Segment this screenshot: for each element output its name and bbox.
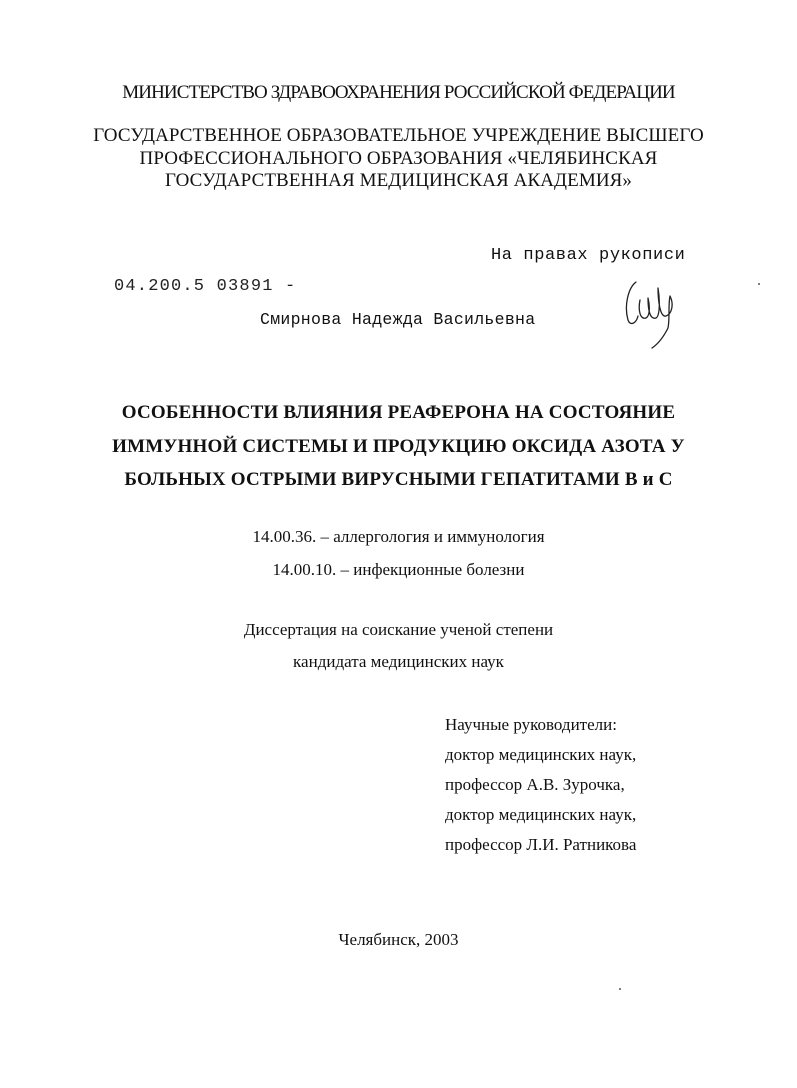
ministry-heading: МИНИСТЕРСТВО ЗДРАВООХРАНЕНИЯ РОССИЙСКОЙ ФЕДЕРАЦИИ [122,82,675,103]
institution-line-3: ГОСУДАРСТВЕННАЯ МЕДИЦИНСКАЯ АКАДЕМИЯ» [164,170,633,191]
manuscript-rights-note: На правах рукописи [491,246,686,265]
supervisor-1-degree: доктор медицинских наук, [445,745,637,764]
scan-speck [619,988,621,990]
specialty-code-1: 14.00.36. – аллергология и иммунология [252,527,545,546]
degree-line-1: Диссертация на соискание ученой степени [243,620,554,639]
thesis-title-line-1: ОСОБЕННОСТИ ВЛИЯНИЯ РЕАФЕРОНА НА СОСТОЯНИЕ [121,402,676,423]
thesis-title-line-3: БОЛЬНЫХ ОСТРЫМИ ВИРУСНЫМИ ГЕПАТИТАМИ В и С [124,469,673,490]
supervisor-2-name: профессор Л.И. Ратникова [445,835,637,854]
handwritten-signature [618,270,682,350]
degree-line-2: кандидата медицинских наук [293,652,504,671]
author-name: Смирнова Надежда Васильевна [260,310,536,329]
institution-line-1: ГОСУДАРСТВЕННОЕ ОБРАЗОВАТЕЛЬНОЕ УЧРЕЖДЕНИЕ ВЫСШЕГО [93,125,704,146]
registration-number-stamp: 04.200.5 03891 - [114,277,297,296]
supervisor-2-degree: доктор медицинских наук, [445,805,637,824]
supervisors-heading: Научные руководители: [445,715,617,734]
supervisor-1-name: профессор А.В. Зурочка, [445,775,625,794]
city-year: Челябинск, 2003 [338,930,459,949]
scan-speck [758,283,760,285]
specialty-code-2: 14.00.10. – инфекционные болезни [272,560,525,579]
thesis-title-line-2: ИММУННОЙ СИСТЕМЫ И ПРОДУКЦИЮ ОКСИДА АЗОТА У [112,436,685,457]
supervisors-block [445,710,636,860]
institution-line-2: ПРОФЕССИОНАЛЬНОГО ОБРАЗОВАНИЯ «ЧЕЛЯБИНСКАЯ [139,148,658,169]
